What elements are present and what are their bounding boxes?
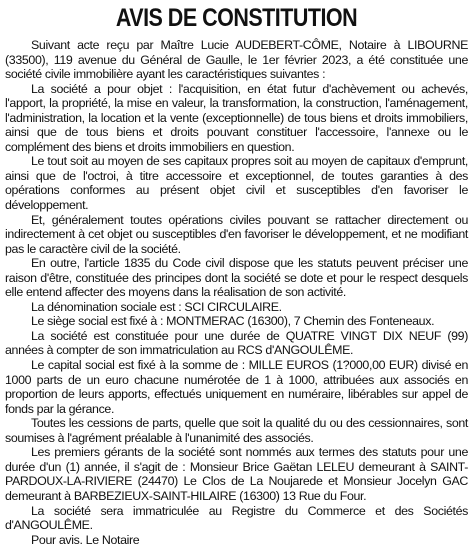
paragraph-registered-office: Le siège social est fixé à : MONTMERAC (16300), 7 Chemin des Fonteneaux. (31, 314, 435, 329)
paragraph-registration: La société sera immatriculée au Registre du Commerce et des Sociétés d'ANGOULÊME. (5, 503, 468, 533)
paragraph-managers: Les premiers gérants de la société sont nommés aux termes des statuts pour une durée d'un (1) année, il s'agit de : Monsieur Brice Gaëtan LELEU demeurant à SAINT-PARDOUX-LA-RIVIERE (24470) Le Clos de La Noujarede et Monsieur Jocelyn GAC demeurant à BARBEZIEUX-SAINT-HILAIRE (16300) 13 Rue du Four. (5, 445, 468, 503)
paragraph-purpose: La société a pour objet : l'acquisition, en état futur d'achèvement ou achevés, l'apport, la propriété, la mise en valeur, la transformation, la construction, l'aménagement, l'administration, la location et la vente (exceptionnelle) de tous biens et droits immobiliers, ainsi que de tous biens et droits pouvant constituer l'accessoire, l'annexe ou le complément des biens et droits immobiliers en question. (5, 81, 468, 154)
paragraph-share-capital: Le capital social est fixé à la somme de : MILLE EUROS (1?000,00 EUR) divisé en 1000 parts de un euro chacune numérotée de 1 à 1000, attribuées aux associés en proportion de leurs apports, effectués uniquement en numéraire, libérables sur appel de fonds par la gérance. (5, 358, 468, 416)
paragraph-company-name: La dénomination sociale est : SCI CIRCULAIRE. (31, 299, 282, 314)
paragraph-operations: Et, généralement toutes opérations civiles pouvant se rattacher directement ou indirectement à cet objet ou susceptibles d'en favoriser le développement, et ne modifiant pas le caractère civil de la société. (5, 212, 468, 256)
paragraph-signature: Pour avis. Le Notaire (31, 532, 140, 547)
notice-title: AVIS DE CONSTITUTION (115, 4, 358, 32)
paragraph-raison-d-etre: En outre, l'article 1835 du Code civil dispose que les statuts peuvent préciser une raison d'être, constituée des principes dont la société se dote et pour le respect desquels elle entend affecter des moyens dans la réalisation de son activité. (5, 256, 468, 300)
paragraph-financing: Le tout soit au moyen de ses capitaux propres soit au moyen de capitaux d'emprunt, ainsi que de l'octroi, à titre accessoire et exceptionnel, de toutes garanties à des opérations conformes au présent objet civil et susceptibles d'en favoriser le développement. (5, 154, 468, 213)
notice-body (5, 38, 468, 547)
paragraph-deed: Suivant acte reçu par Maître Lucie AUDEBERT-CÔME, Notaire à LIBOURNE (33500), 119 avenue du Général de Gaulle, le 1er février 2023, a été constituée une société civile immobilière ayant les caractéristiques suivantes : (5, 38, 468, 82)
paragraph-share-transfers: Toutes les cessions de parts, quelle que soit la qualité du ou des cessionnaires, sont soumises à l'agrément préalable à l'unanimité des associés. (5, 416, 468, 445)
paragraph-duration: La société est constituée pour une durée de QUATRE VINGT DIX NEUF (99) années à compter de son immatriculation au RCS d'ANGOULÊME. (5, 328, 468, 358)
